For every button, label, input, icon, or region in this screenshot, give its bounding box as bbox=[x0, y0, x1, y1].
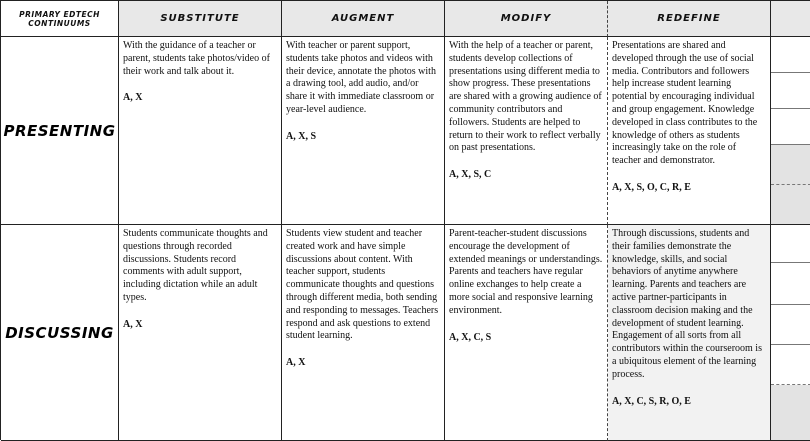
header-substitute: SUBSTITUTE bbox=[119, 1, 282, 37]
cell-codes: A, X, C, S, R, O, E bbox=[612, 395, 691, 407]
side-cell bbox=[771, 109, 810, 145]
side-cell bbox=[771, 73, 810, 109]
cell-discussing-redefine bbox=[608, 225, 771, 441]
cell-codes: A, X, S, O, C, R, E bbox=[612, 181, 691, 193]
cell-discussing-augment bbox=[282, 225, 445, 441]
cell-codes: A, X bbox=[123, 92, 143, 104]
cell-codes: A, X bbox=[123, 318, 143, 330]
row-label-discussing: DISCUSSING bbox=[1, 225, 119, 441]
cell-text: With teacher or parent support, students take photos and videos with their device, annotate the photos with a drawing tool, add audio, and/or share it with immediate classroom or year-level audience. bbox=[286, 40, 436, 115]
side-column-presenting bbox=[771, 37, 810, 225]
side-cell bbox=[771, 345, 810, 385]
cell-text: Through discussions, students and their families demonstrate the knowledge, skills, and social behaviors of anytime anywhere learning. Parents and teachers are active partner-participants in classroom decision making and the development of student learning. Engagement of all sorts from all contributors within the courseroom is a ubiquitous element of the learning process. bbox=[612, 228, 762, 380]
cell-discussing-modify bbox=[445, 225, 608, 441]
row-label-presenting: PRESENTING bbox=[1, 37, 119, 225]
cell-text: Students view student and teacher created work and have simple discussions about content. With teacher support, students communicate thoughts and questions through different media, both sending and responding to messages. Teachers respond and ask questions to extend student learning. bbox=[286, 228, 439, 342]
corner-label: PRIMARY EDTECH CONTINUUMS bbox=[1, 1, 119, 37]
header-modify: MODIFY bbox=[445, 1, 608, 37]
side-cell bbox=[771, 305, 810, 345]
cell-text: With the guidance of a teacher or parent, students take photos/video of their work and talk about it. bbox=[123, 40, 270, 77]
side-cell bbox=[771, 37, 810, 73]
side-cell bbox=[771, 225, 810, 263]
side-cell bbox=[771, 263, 810, 305]
side-column-discussing bbox=[771, 225, 810, 441]
cell-discussing-substitute bbox=[119, 225, 282, 441]
cell-text: Presentations are shared and developed through the use of social media. Contributors and followers help increase student learning potential by encouraging individual and group engagement. Knowledge developed in class contributes to the knowledge of others as students increasingly take on the role of teacher and demonstrator. bbox=[612, 40, 758, 167]
cell-text: Parent-teacher-student discussions encourage the development of extended meanings or understandings. Parents and teachers have regular online exchanges to help create a more social and responsive learning environment. bbox=[449, 228, 603, 316]
cell-text: With the help of a teacher or parent, students develop collections of presentations using different media to show progress. These presentations are shared with a growing audience of community contributors and followers. Students are helped to return to their work to reflect verbally on past presentations. bbox=[449, 40, 602, 154]
side-header-cell bbox=[771, 1, 810, 37]
side-cell bbox=[771, 145, 810, 185]
cell-presenting-modify bbox=[445, 37, 608, 225]
cell-presenting-augment bbox=[282, 37, 445, 225]
header-redefine: REDEFINE bbox=[608, 1, 771, 37]
cell-presenting-redefine bbox=[608, 37, 771, 225]
cell-codes: A, X, S bbox=[286, 130, 317, 142]
side-cell bbox=[771, 385, 810, 441]
cell-presenting-substitute bbox=[119, 37, 282, 225]
cell-codes: A, X bbox=[286, 357, 306, 369]
cell-text: Students communicate thoughts and questions through recorded discussions. Students record comments with adult support, including dictation while an adult types. bbox=[123, 228, 268, 303]
side-cell bbox=[771, 185, 810, 225]
cell-codes: A, X, C, S bbox=[449, 331, 492, 343]
cell-codes: A, X, S, C bbox=[449, 169, 492, 181]
header-augment: AUGMENT bbox=[282, 1, 445, 37]
